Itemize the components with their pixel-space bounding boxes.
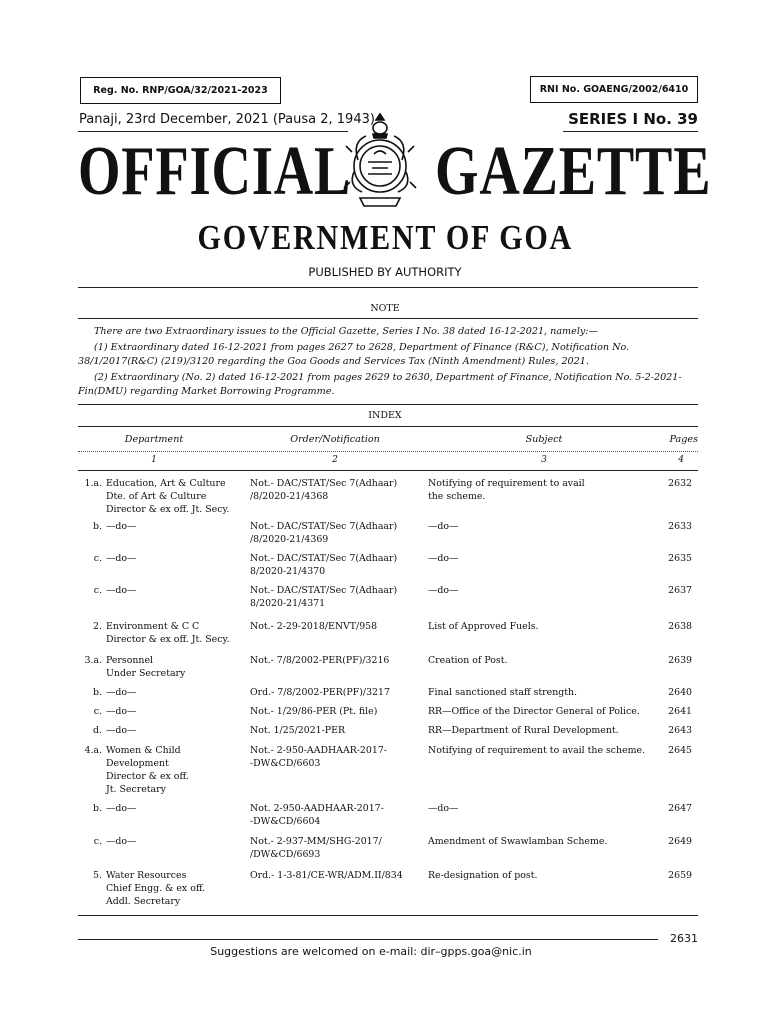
col-number-4: 4	[678, 455, 684, 465]
note-body	[78, 325, 698, 400]
row-order: Not.- DAC/STAT/Sec 7(Adhaar) /8/2020-21/4369	[250, 521, 398, 545]
row-number: c.	[93, 706, 102, 717]
rule-note	[78, 318, 698, 319]
row-pages: 2632	[668, 478, 692, 489]
row-number: 5.	[93, 870, 102, 881]
row-pages: 2639	[668, 655, 692, 666]
row-department: —do—	[106, 725, 137, 736]
government-of-goa: GOVERNMENT OF GOA	[197, 218, 573, 257]
row-number: 1.a.	[84, 478, 102, 489]
row-subject: RR—Department of Rural Development.	[428, 725, 619, 736]
rule-header-split	[78, 451, 698, 452]
row-subject: List of Approved Fuels.	[428, 621, 539, 632]
published-by-authority: PUBLISHED BY AUTHORITY	[308, 265, 462, 279]
row-department: Women & Child Development Director & ex off. Jt. Secretary	[106, 745, 189, 795]
row-subject: —do—	[428, 803, 459, 814]
col-header-order: Order/Notification	[290, 434, 380, 445]
col-header-department: Department	[124, 434, 184, 445]
date-line: Panaji, 23rd December, 2021 (Pausa 2, 1943)	[79, 112, 375, 127]
row-pages: 2638	[668, 621, 692, 632]
note-heading: NOTE	[370, 303, 400, 314]
row-department: Personnel Under Secretary	[106, 655, 186, 679]
title-official: OFFICIAL	[78, 133, 352, 210]
row-order: Ord.- 7/8/2002-PER(PF)/3217	[250, 687, 390, 698]
row-order: Not.- 1/29/86-PER (Pt. file)	[250, 706, 378, 717]
footer-rule	[78, 939, 658, 940]
note-paragraph-1: There are two Extraordinary issues to the Official Gazette, Series I No. 38 dated 16-12-2021, namely:—	[94, 326, 599, 337]
government-title	[0, 216, 770, 260]
col-number-3: 3	[541, 455, 547, 465]
note-paragraph-2: (1) Extraordinary dated 16-12-2021 from pages 2627 to 2628, Department of Finance (R&C), Notification No. 38/1/2017(R&C) (219)/3120 regarding the Goa Goods and Services Tax (Ninth Amendment) Rules, 2021.	[78, 341, 630, 367]
index-heading: INDEX	[368, 410, 402, 421]
row-number: b.	[93, 687, 102, 698]
rule-rows-top	[78, 470, 698, 471]
row-subject: —do—	[428, 553, 459, 564]
row-department: —do—	[106, 585, 137, 596]
row-subject: Amendment of Swawlamban Scheme.	[428, 836, 608, 847]
row-department: Water Resources Chief Engg. & ex off. Addl. Secretary	[106, 870, 206, 907]
row-number: c.	[93, 585, 102, 596]
row-department: Environment & C C Director & ex off. Jt. Secy.	[106, 621, 230, 645]
row-subject: RR—Office of the Director General of Police.	[428, 706, 640, 717]
row-number: d.	[93, 725, 102, 736]
row-order: Not.- 2-29-2018/ENVT/958	[250, 621, 378, 632]
row-number: b.	[93, 521, 102, 532]
row-department: —do—	[106, 553, 137, 564]
row-number: 3.a.	[84, 655, 102, 666]
row-department: —do—	[106, 836, 137, 847]
row-department: —do—	[106, 687, 137, 698]
row-subject: Creation of Post.	[428, 655, 508, 666]
note-paragraph-3: (2) Extraordinary (No. 2) dated 16-12-2021 from pages 2629 to 2630, Department of Finance, Notification No. 5-2-2021-Fin(DMU) regarding Market Borrowing Programme.	[78, 371, 682, 397]
row-number: 4.a.	[84, 745, 102, 756]
rule-table-bottom	[78, 915, 698, 916]
row-pages: 2633	[668, 521, 692, 532]
row-subject: —do—	[428, 521, 459, 532]
row-pages: 2635	[668, 553, 692, 564]
row-subject: Re-designation of post.	[428, 870, 538, 881]
row-subject: Final sanctioned staff strength.	[428, 687, 578, 698]
row-department: Education, Art & Culture Dte. of Art & Culture Director & ex off. Jt. Secy.	[106, 478, 230, 515]
reg-no: Reg. No. RNP/GOA/32/2021-2023	[93, 85, 268, 96]
row-pages: 2659	[668, 870, 692, 881]
col-number-2: 2	[332, 455, 338, 465]
row-pages: 2649	[668, 836, 692, 847]
rni-no-box	[530, 76, 698, 103]
row-pages: 2643	[668, 725, 692, 736]
row-department: —do—	[106, 803, 137, 814]
row-pages: 2641	[668, 706, 692, 717]
row-department: —do—	[106, 521, 137, 532]
row-number: b.	[93, 803, 102, 814]
row-number: c.	[93, 553, 102, 564]
footer-suggestions: Suggestions are welcomed on e-mail: dir–gpps.goa@nic.in	[210, 945, 532, 958]
row-pages: 2637	[668, 585, 692, 596]
row-number: 2.	[93, 621, 102, 632]
row-order: Not. 1/25/2021-PER	[250, 725, 346, 736]
title-gazette: GAZETTE	[435, 133, 712, 210]
col-number-1: 1	[151, 455, 157, 465]
row-order: Not.- 2-937-MM/SHG-2017/ /DW&CD/6693	[250, 836, 382, 860]
row-department: —do—	[106, 706, 137, 717]
col-header-pages: Pages	[669, 434, 698, 445]
row-number: c.	[93, 836, 102, 847]
row-order: Not.- 7/8/2002-PER(PF)/3216	[250, 655, 390, 666]
row-subject: Notifying of requirement to avail the scheme.	[428, 745, 646, 756]
rule-index-top	[78, 404, 698, 405]
row-order: Not.- DAC/STAT/Sec 7(Adhaar) /8/2020-21/4368	[250, 478, 398, 502]
row-order: Not.- DAC/STAT/Sec 7(Adhaar) 8/2020-21/4370	[250, 553, 398, 577]
row-order: Not. 2-950-AADHAAR-2017- -DW&CD/6604	[250, 803, 384, 827]
row-subject: —do—	[428, 585, 459, 596]
rule-index-header	[78, 426, 698, 427]
col-header-subject: Subject	[525, 434, 563, 445]
row-order: Ord.- 1-3-81/CE-WR/ADM.II/834	[250, 870, 403, 881]
reg-no-box	[80, 77, 281, 104]
row-pages: 2640	[668, 687, 692, 698]
row-order: Not.- DAC/STAT/Sec 7(Adhaar) 8/2020-21/4371	[250, 585, 398, 609]
row-pages: 2647	[668, 803, 692, 814]
page-number: 2631	[670, 932, 698, 945]
series-number: SERIES I No. 39	[568, 110, 698, 128]
state-emblem-icon	[338, 112, 422, 212]
row-pages: 2645	[668, 745, 692, 756]
rni-no: RNI No. GOAENG/2002/6410	[539, 84, 689, 95]
row-subject: Notifying of requirement to avail the scheme.	[428, 478, 585, 502]
row-order: Not.- 2-950-AADHAAR-2017- -DW&CD/6603	[250, 745, 387, 769]
rule-top	[78, 287, 698, 288]
